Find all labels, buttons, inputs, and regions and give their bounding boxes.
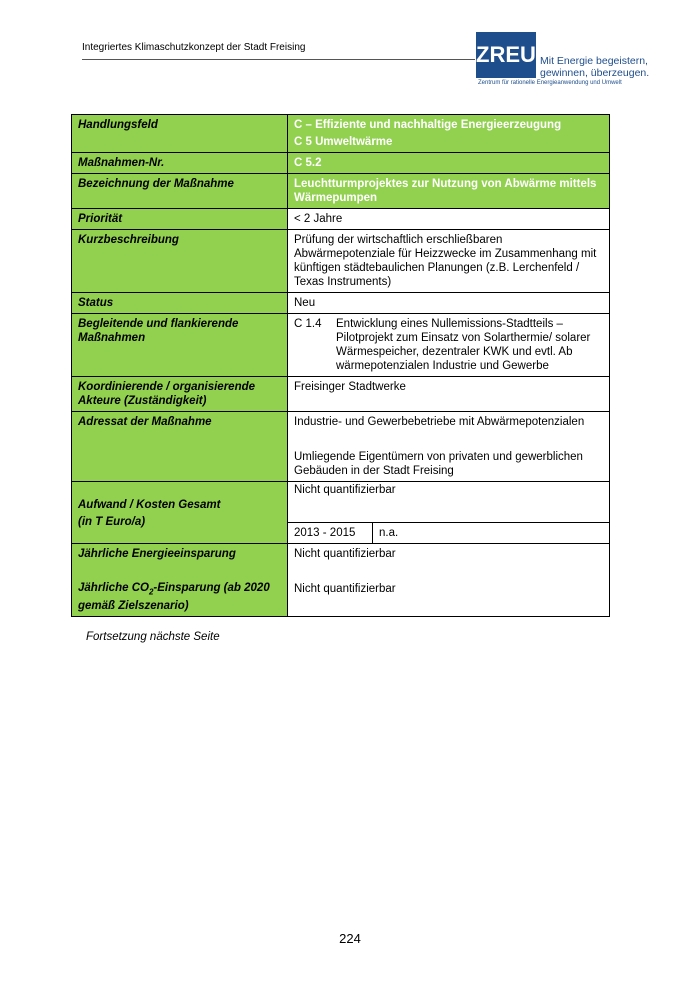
row-bezeichnung xyxy=(72,174,610,209)
row-adressat xyxy=(72,412,610,482)
value-aufwand: Nicht quantifizierbar xyxy=(288,482,610,523)
label-status: Status xyxy=(72,293,288,314)
row-nr xyxy=(72,153,610,174)
row-handlungsfeld xyxy=(72,115,610,153)
handlungsfeld-line-2: C 5 Umweltwärme xyxy=(294,136,393,148)
aufwand-na: n.a. xyxy=(373,523,610,544)
co2-label-b: -Einsparung (ab 2020 gemäß Zielszenario) xyxy=(78,582,270,613)
value-begleitend xyxy=(288,314,610,377)
label-begleitend: Begleitende und flankierende Maßnahmen xyxy=(72,314,288,377)
logo-subtitle: Zentrum für rationelle Energieanwendung und Umwelt xyxy=(478,80,622,86)
continuation-note: Fortsetzung nächste Seite xyxy=(86,631,220,643)
adressat-line-1: Industrie- und Gewerbebetriebe mit Abwärmepotenzialen xyxy=(294,416,585,428)
row-prioritaet xyxy=(72,209,610,230)
row-kurzbeschreibung xyxy=(72,230,610,293)
aufwand-label-line-2: (in T Euro/a) xyxy=(78,516,146,528)
related-measure-text: Entwicklung eines Nullemissions-Stadtteils – Pilotprojekt zum Einsatz von Solarthermie/ solarer Wärmespeicher, dezentraler KWK und evtl. Ab wärmepotenzialen Industrie und Gewerbe xyxy=(336,318,591,372)
label-energieeinsparung: Jährliche Energieeinsparung xyxy=(78,548,236,560)
label-handlungsfeld: Handlungsfeld xyxy=(72,115,288,153)
related-measure-code: C 1.4 xyxy=(294,318,322,330)
measure-table xyxy=(71,114,610,617)
logo-slogan-line-1: Mit Energie begeistern, xyxy=(540,55,648,67)
row-akteure xyxy=(72,377,610,412)
value-akteure: Freisinger Stadtwerke xyxy=(288,377,610,412)
value-kurzbeschreibung: Prüfung der wirtschaftlich erschließbaren Abwärmepotenziale für Heizzwecke im Zusammenhang mit künftigen städtebaulichen Planungen (z.B. Lerchenfeld / Texas Instruments) xyxy=(288,230,610,293)
adressat-line-2: Umliegende Eigentümern von privaten und gewerblichen Gebäuden in der Stadt Freising xyxy=(294,451,583,477)
label-adressat: Adressat der Maßnahme xyxy=(72,412,288,482)
related-measure xyxy=(294,317,603,373)
co2-label-a: Jährliche CO xyxy=(78,582,149,594)
value-status: Neu xyxy=(288,293,610,314)
label-nr: Maßnahmen-Nr. xyxy=(72,153,288,174)
value-einsparung xyxy=(288,544,610,617)
label-aufwand xyxy=(72,482,288,544)
label-bezeichnung: Bezeichnung der Maßnahme xyxy=(72,174,288,209)
aufwand-label-line-1: Aufwand / Kosten Gesamt xyxy=(78,499,221,511)
handlungsfeld-line-1: C – Effiziente und nachhaltige Energieerzeugung xyxy=(294,119,562,131)
row-einsparung xyxy=(72,544,610,617)
aufwand-years: 2013 - 2015 xyxy=(288,523,373,544)
header-divider xyxy=(82,59,475,60)
value-handlungsfeld xyxy=(288,115,610,153)
logo-wordmark: ZREU xyxy=(476,32,536,78)
row-begleitend xyxy=(72,314,610,377)
row-aufwand xyxy=(72,482,610,523)
label-co2-einsparung xyxy=(78,581,281,613)
label-prioritaet: Priorität xyxy=(72,209,288,230)
value-nr: C 5.2 xyxy=(288,153,610,174)
value-energieeinsparung: Nicht quantifizierbar xyxy=(294,548,396,560)
zreu-logo xyxy=(476,32,650,90)
co2-label-sub: 2 xyxy=(148,587,154,597)
document-header-title: Integriertes Klimaschutzkonzept der Stadt Freising xyxy=(82,42,306,53)
value-co2-einsparung: Nicht quantifizierbar xyxy=(294,583,396,595)
row-status xyxy=(72,293,610,314)
label-akteure: Koordinierende / organisierende Akteure (Zuständigkeit) xyxy=(72,377,288,412)
value-bezeichnung: Leuchtturmprojektes zur Nutzung von Abwärme mittels Wärmepumpen xyxy=(288,174,610,209)
label-kurzbeschreibung: Kurzbeschreibung xyxy=(72,230,288,293)
value-adressat xyxy=(288,412,610,482)
label-einsparung xyxy=(72,544,288,617)
value-prioritaet: < 2 Jahre xyxy=(288,209,610,230)
logo-slogan-line-2: gewinnen, überzeugen. xyxy=(540,67,650,79)
page-number: 224 xyxy=(339,931,361,946)
logo-slogan xyxy=(540,55,649,79)
